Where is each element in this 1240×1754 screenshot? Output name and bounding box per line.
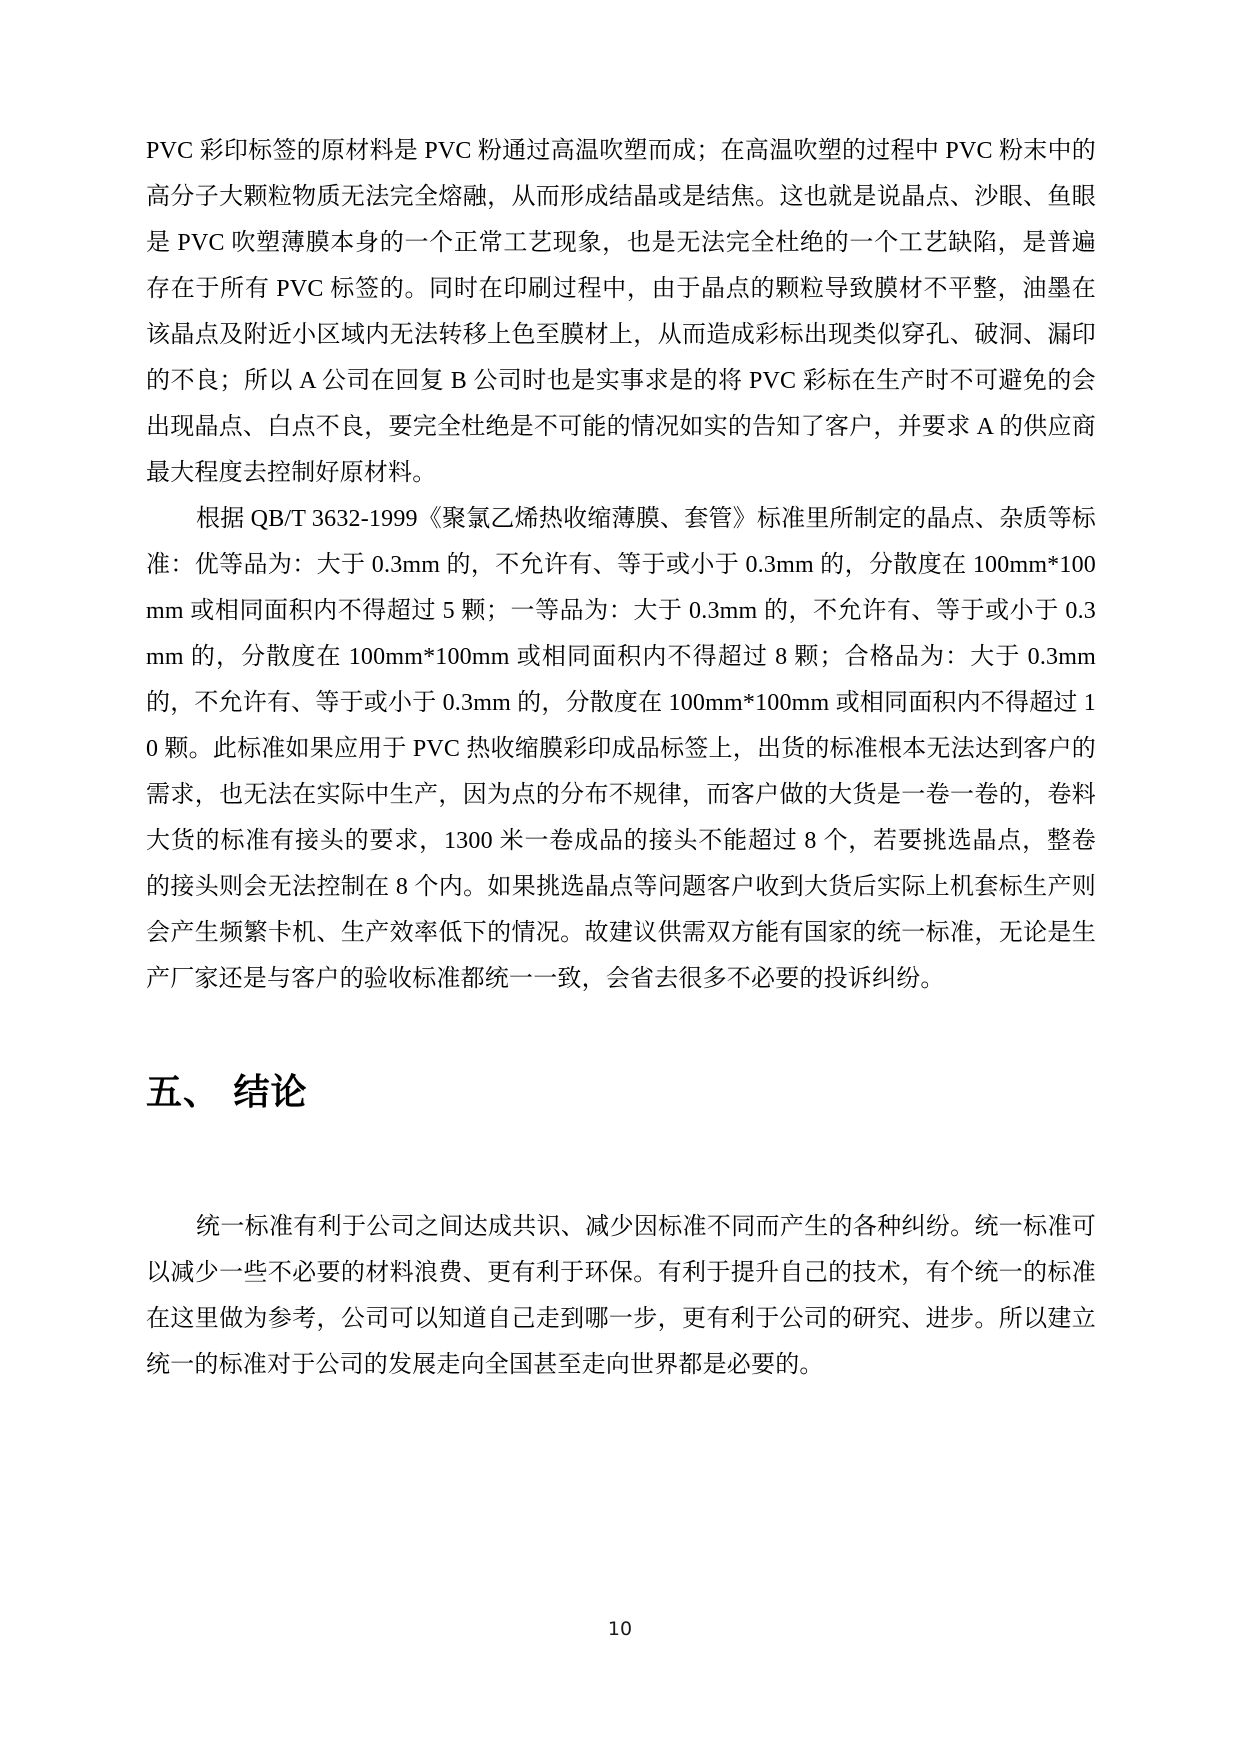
- section-heading-conclusion: 五、 结论: [146, 1072, 308, 1113]
- heading-spacer-top: [146, 1002, 1096, 1068]
- paragraph-conclusion: 统一标准有利于公司之间达成共识、减少因标准不同而产生的各种纠纷。统一标准可以减少一些不必要的材料浪费、更有利于环保。有利于提升自己的技术，有个统一的标准在这里做为参考，公司可以知道自己走到哪一步，更有利于公司的研究、进步。所以建立统一的标准对于公司的发展走向全国甚至走向世界都是必要的。: [146, 1214, 1096, 1378]
- page-content: [146, 128, 1096, 1388]
- heading-spacer-bottom: [146, 1118, 1096, 1204]
- paragraph-qbt-standard: 根据 QB/T 3632-1999《聚氯乙烯热收缩薄膜、套管》标准里所制定的晶点、杂质等标准：优等品为：大于 0.3mm 的，不允许有、等于或小于 0.3mm 的，分散度在 100mm*100mm 或相同面积内不得超过 5 颗；一等品为：大于 0.3mm 的，不允许有、等于或小于 0.3mm 的，分散度在 100mm*100mm 或相同面积内不得超过 8 颗；合格品为：大于 0.3mm 的，不允许有、等于或小于 0.3mm 的，分散度在 100mm*100mm 或相同面积内不得超过 10 颗。此标准如果应用于 PVC 热收缩膜彩印成品标签上，出货的标准根本无法达到客户的需求，也无法在实际中生产，因为点的分布不规律，而客户做的大货是一卷一卷的，卷料大货的标准有接头的要求，1300 米一卷成品的接头不能超过 8 个，若要挑选晶点，整卷的接头则会无法控制在 8 个内。如果挑选晶点等问题客户收到大货后实际上机套标生产则会产生频繁卡机、生产效率低下的情况。故建议供需双方能有国家的统一标准，无论是生产厂家还是与客户的验收标准都统一一致，会省去很多不必要的投诉纠纷。: [146, 506, 1097, 992]
- paragraph-crystal-point-explanation: PVC 彩印标签的原材料是 PVC 粉通过高温吹塑而成；在高温吹塑的过程中 PVC 粉末中的高分子大颗粒物质无法完全熔融，从而形成结晶或是结焦。这也就是说晶点、沙眼、鱼眼是 PVC 吹塑薄膜本身的一个正常工艺现象，也是无法完全杜绝的一个工艺缺陷，是普遍存在于所有 PVC 标签的。同时在印刷过程中，由于晶点的颗粒导致膜材不平整，油墨在该晶点及附近小区域内无法转移上色至膜材上，从而造成彩标出现类似穿孔、破洞、漏印的不良；所以 A 公司在回复 B 公司时也是实事求是的将 PVC 彩标在生产时不可避免的会出现晶点、白点不良，要完全杜绝是不可能的情况如实的告知了客户，并要求 A 的供应商最大程度去控制好原材料。: [146, 138, 1096, 486]
- page-number: 10: [607, 1618, 633, 1640]
